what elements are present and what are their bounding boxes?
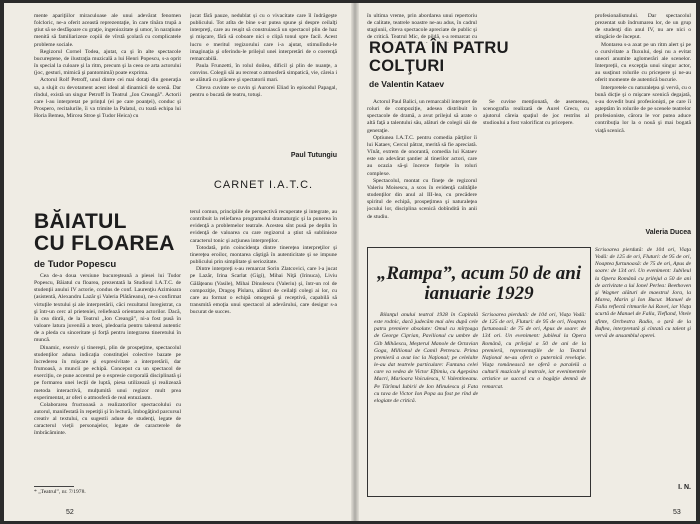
signature-in: I. N.	[678, 484, 691, 491]
spine	[351, 3, 359, 521]
right-col3-top	[595, 13, 691, 219]
paragraph: Se cuvine menţionată, de asemenea, scenografia realizată de Aurel Grecu, cu ajutorul căreia spaţiul de joc restrîns al studioului a fost valorificat cu pricepere.	[483, 99, 589, 127]
paragraph: Cea de-a doua versiune bucureşteană a piesei lui Tudor Popescu, Băiatul cu floarea, prezentată la Studioul I.A.T.C. de studenţii anului IV actorie, condus de conf. Laurenţiu Azimioara (asistentă, Alexandru Lazăr şi Valeria Plătăreanu), ne-a confirmat virtuţile textului şi ale interpretării, căci rezultatul înregistrat, ca şi într-un cerc al prieteniei, reliefează orientarea actorilor. Dacă, în cea dintîi, de la Teatrul „Ion Creangă”, ni-a fost pusă în valoare latura juvenilă a tezei, pledoaria pentru talentul autentic de a pleda cu sinceritate şi forţă pentru integrarea tineretului în muncă.	[34, 273, 181, 344]
paragraph: Colaborarea fructuoasă a realizatorilor spectacolului cu autorul, manifestată în repetiţii şi în lectură, îmbogăţind parcursul creativ al textului, cu sugestii aduse de studenţi, legate de caracterul vieţii personajelor, legate de caracterele de îmbrăcăminte.	[34, 401, 181, 437]
paragraph: jucat fără pauze, nedublat și cu o vivacitate care îl îndrăgeşte publicului. Tot atîta de bine s-ar putea spune şi despre ceilalţi interpreţi, care au reuşit să construiască un spectacol plin de haz şi mişcare, fără să coboare nici o clipă tonul spre facil. Acest lucru e meritul regizorului care i-a ajutat, stimulîndu-le imaginaţia şi oferindu-le prilejul unei interpretări de o coerenţă remarcabilă.	[190, 13, 337, 62]
paragraph: Paula Frunzetti, în rolul doilea, dificil şi plin de nuanţe, a convins. Colegii săi au recreat o atmosferă simpatică, vie, căreia i se alătură cu plăcere şi spectatorii mari.	[190, 63, 337, 84]
paragraph: Totodată, prin coincidenţa dintre tinereţea interpreţilor şi tinereţea eroilor, montarea câştigă în autenticitate şi se impune publicului prin simplitate şi seriozitate.	[190, 244, 337, 266]
paragraph: mente apariţiilor miraculoase ale unui adevărat fenomen folcloric, ne-a oferit această reprezentaţie, în care tînăra trupă a ştiut să se desfăşoare cu graţie, ingeniozitate şi umor, în narațiune menită să familiarizeze copiii de vîrstă şcolară cu complicatele probleme sociale.	[34, 13, 181, 48]
byline-tutungiu: Paul Tutungiu	[290, 152, 337, 159]
left-col1-bottom	[34, 273, 181, 481]
footnote: * „Teatrul”, nr. 7/1978.	[34, 489, 86, 495]
paragraph: Optiunea I.A.T.C. pentru comedia părţilor îi lui Kataev, Cercul pătrat, merită să fie apreciată. Vînăt, extrem de onorantă, comedia lui Kataev este un adevărat şantier al tinerilor actori, care au ocazia să-şi încerce forţele în roluri complexe.	[367, 134, 477, 177]
article-title-line2: COLŢURI	[369, 57, 445, 75]
article-title-block	[34, 211, 184, 270]
right-col1-top	[367, 99, 477, 231]
rampa-box	[367, 247, 591, 497]
magazine-spread	[4, 3, 696, 521]
page-number-right: 53	[673, 509, 681, 516]
rampa-col3	[595, 247, 691, 477]
paragraph: profesionalismului. Dar spectacolul prezentat sub îndrumarea lor, de un grup de studenţi din anul IV, nu are nici o stîngăcie de început.	[595, 13, 691, 41]
rampa-col1	[374, 312, 478, 492]
article-title-line1: BĂIATUL	[34, 210, 127, 233]
paragraph: Spectacolul, montat cu fineţe de regizorul Valeriu Moisescu, a scos în evidenţă calităţile studenţilor din anul al III-lea, cu precădere spiritul de echipă, prospeţimea şi naturaleţea jocului lor, disciplina scenică dobîndită în anii de studiu.	[367, 177, 477, 220]
rampa-title-line1: „Rampa”, acum 50 de ani	[376, 263, 582, 284]
rampa-title-line2: ianuarie 1929	[424, 283, 534, 304]
paragraph: Scrisoarea pierdută: de 104 ori, Viaţa Vodă: de 125 de ori, Fluturi: de 95 de ori, Noaptea furtunoasă: de 75 de ori, Apus de soare: de 134 ori. Un eveniment: Jubileul la Opera Română cu prilejul a 50 de ani de activitate a lui Ionel Perlea: Beethoven şi Wagner alături de maestrul Jora, la Marea, Marin şi Ion Bucur. Manuel de Falla reflectă ritmurile lui Ravel, iar Viaţa scurtă de Manuel de Falla, Tiefland, Vitele sfinte, Orchestra Radio, o ţară de la Buftea, interpretată şi cîntată cu talent şi vervă de ansamblul operei.	[595, 247, 691, 339]
article-author: de Tudor Popescu	[34, 259, 117, 270]
right-col2-top	[483, 99, 589, 231]
footnote-rule	[34, 486, 74, 487]
paragraph: Interpretele cu naturaleţea şi vervă, cu o bună dicţie şi o mişcare scenică degajată, s-au dovedit buni profesionişti, pe care îi aşteptăm în rolurile de pe scenele teatrelor profesioniste, cărora le vor putea aduce contribuţia lor la o nouă şi mai bogată viaţă scenică.	[595, 84, 691, 134]
paragraph: terul comun, principiile de perspectivă recuperate şi integrate, au contribuit la reliefarea programului dramaturgic şi la punerea în evidenţă a problemelor teatrale. Acestea sînt pusă pe deplin în evidenţă de valoarea cu care regizorul a ştiut să sublinieze caracterul tonic şi acţiunea interpreţilor.	[190, 209, 337, 244]
article-title-block-kataev	[369, 39, 529, 89]
left-col2-top	[190, 13, 337, 145]
paragraph: Actorul Paul Balici, un remarcabil interpret de roluri de compoziţie, adesea distribuit în spectacole de dramă, a avut prilejul să arate o altă faţă a talentului său, alături de colegii săi de generaţie.	[367, 99, 477, 134]
paragraph: Bilanţul anului teatral 1928 în Capitală este rodnic, dacă judecăm mai ales după cele patru premiere absolute: Omul cu mîrţoaga de George Ciprian, Pavilionul cu umbre de Gib Mihăescu, Meşterul Manole de Octavian Goga, Millionul de Camil Petrescu. Prima premieră a avut loc la Naţional; pe celelalte le-au dat teatrele particulare: Fantana celei care va vedea de Victor Eftimiu, cu Agepsina Macri, Marioara Voiculescu, V. Valentineanu. Pe Tărîmul Iubirii de Ion Minulescu şi Fata cu tava de Victor Ion Popa au fost pe rînd de elogiate de critică.	[374, 312, 478, 404]
rampa-col2	[482, 312, 586, 492]
paragraph: Dintre interpreţi s-au remarcat Sorin Zlatcovici, care l-a jucat pe Lazăr, Irina Scarlat (Gigi), Mihai Niţă (Irinuca), Liviu Gălăţeanu (Vasile), Mihai Dinulescu (Valeriu) şi, într-un rol de compoziţie, Dragoş Pîslaru, alături de ceilalţi colegi ai lor, cu care au format o echipă omogenă şi receptivă, capabilă să transmită emoţia unui spectacol al adevărului, care desigur s-a bucurat de succes.	[190, 266, 337, 316]
article-title-line1: ROATA ÎN PATRU	[369, 39, 509, 57]
article-author: de Valentin Kataev	[369, 79, 445, 89]
footnote-block	[34, 483, 181, 496]
left-page	[4, 3, 351, 521]
paragraph: Dinamic, exersiv şi tinereşti, plin de prospeţime, spectacolul studenţilor aduna indicaţia constituţiei colective bazate pe încrederea în mişcare şi expresivitate a interpretării, dar frumoasă, a muncii pe echipă. Conceput ca un spectacol de exerciţiu, ce pune accentul pe o expresie corporală disciplinată şi pe formarea unei lecţii de luptă, piesa utilizează şi realizează metoda interactivă, mulţumită unui regizor mult prea experimentat, ar oferi o atmosferă de real entuziasm.	[34, 344, 181, 401]
paragraph: Scrisoarea pierdută: de 104 ori, Viaţa Vodă: de 125 de ori, Fluturi: de 95 de ori, Noaptea furtunoasă: de 75 de ori, Apus de soare: de 134 ori. Un eveniment: jubileul la Opera Română, cu prilejul a 50 de ani de la premieră, reprezentaţiile de la Teatrul Naţional ne-au oferit o puternică revelaţie. Viaţa românească ne oferă o paralelă a culturii muzicale şi teatrale, iar evenimentele artistice se succed cu o bogăţie demnă de remarcat.	[482, 312, 586, 390]
article-title-line2: CU FLOAREA	[34, 232, 175, 255]
left-col1-top	[34, 13, 181, 163]
paragraph: Regizorul Cornel Todea, ajutat, ca şi în alte spectacole bucureştene, de ilustraţia muzicală a lui Henri Popescu, s-a oprit în special la culoare şi la ritm, precum şi la ceea ce arta actorului (joc, gesturi, mimică şi pantomimă) poate exprima.	[34, 48, 181, 77]
left-col2-bottom	[190, 209, 337, 501]
rampa-box-title	[374, 264, 584, 304]
paragraph: Cîteva cuvinte se cuvin şi Aurorei Eliad în episodul Papagal, pentru o bucată de teatru, totuşi.	[190, 84, 337, 98]
section-heading-carnet: CARNET I.A.T.C.	[213, 179, 314, 191]
right-page	[359, 3, 696, 521]
paragraph: în ultima vreme, prin abordarea unui repertoriu de calitate, teatrele noastre ne-au adus, în cadrul stagiunii, cîteva spectacole apreciate de public şi de critică. Teatrul Mic, de pildă, s-a remarcat cu	[367, 13, 477, 41]
paragraph: Actorul Rolf Petroff, unul dintre cei mai dotaţi din generaţia sa, a slujit cu devotament acest ideal al dinamicii de scenă. Dar rîndul, există un singur Petroff în Teatrul „Ion Creangă”. Actorii care l-au interpretat pe prinţul (ei pe care poanţei), conduc şi Prospero, recitalurile, îi va trimite la Palatul, cu toată echipa lui Horia Bemea, Mircea Stroe şi Tudor Heica) cu	[34, 77, 181, 120]
paragraph: Montarea s-a axat pe un ritm alert şi pe o cursivitate a fluxului, deşi nu a evitat uneori anumite aglomerări ale scenelor. Interpreţii, cu excepţia unui singur actor, au susţinut rolurile cu pricepere şi ne-au oferit momente de autentică bucurie.	[595, 41, 691, 84]
page-number-left: 52	[66, 509, 74, 516]
signature-ducea: Valeria Ducea	[645, 229, 691, 236]
